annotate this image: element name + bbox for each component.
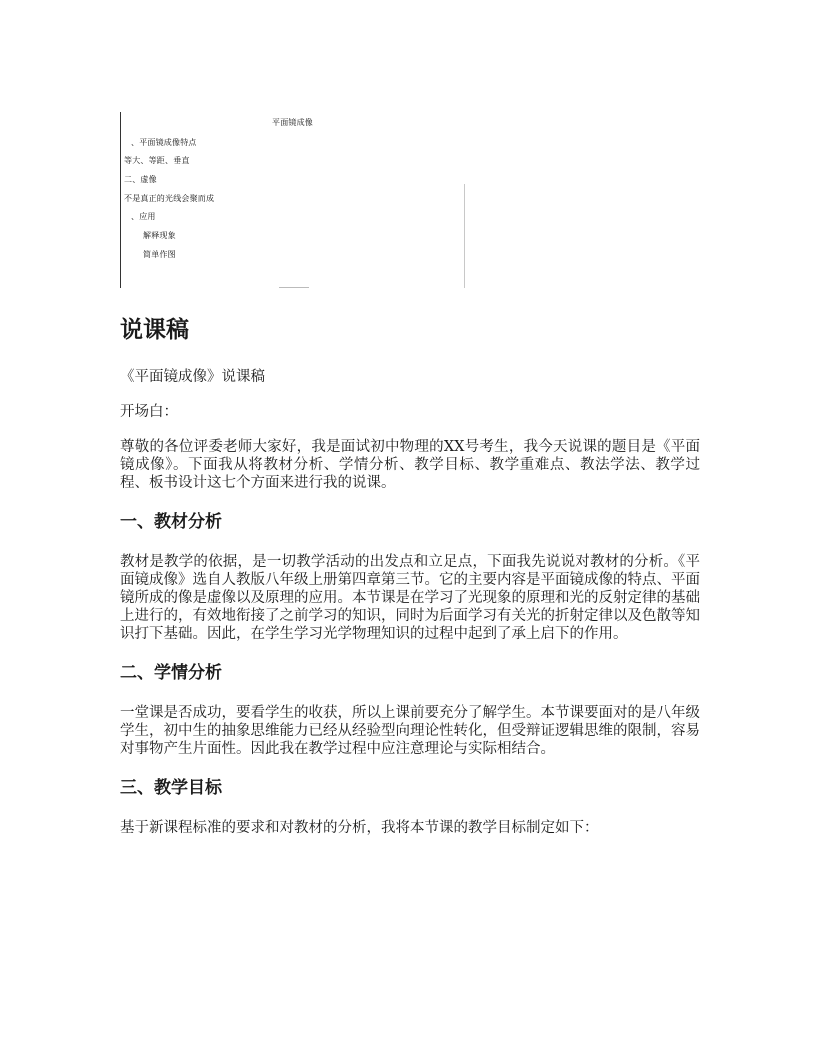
board-line: 、平面镜成像特点 (131, 138, 197, 147)
section-heading-textbook-analysis: 一、教材分析 (120, 512, 222, 532)
section-heading-student-analysis: 二、学情分析 (120, 663, 222, 683)
board-title: 平面镜成像 (272, 118, 313, 127)
board-line: 二、虚像 (124, 175, 157, 184)
board-bottom-mark (279, 287, 309, 288)
document-body (120, 310, 700, 854)
board-line: 、应用 (131, 212, 156, 221)
board-right-border (464, 184, 465, 288)
board-line: 解释现象 (143, 231, 176, 240)
section-paragraph: 一堂课是否成功，要看学生的收获，所以上课前要充分了解学生。本节课要面对的是八年级学生，初中生的抽象思维能力已经从经验型向理论性转化，但受辩证逻辑思维的限制，容易对事物产生片面性。因此我在教学过程中应注意理论与实际相结合。 (120, 705, 700, 757)
board-line: 简单作图 (143, 250, 176, 259)
document-subtitle: 《平面镜成像》说课稿 (120, 369, 265, 385)
section-heading-teaching-objectives: 三、教学目标 (120, 778, 222, 798)
board-line: 不是真正的光线会聚而成 (124, 194, 215, 203)
opening-label: 开场白： (120, 404, 178, 420)
board-design-image (119, 112, 469, 290)
opening-paragraph: 尊敬的各位评委老师大家好，我是面试初中物理的XX号考生，我今天说课的题目是《平面镜成像》。下面我从将教材分析、学情分析、教学目标、教学重难点、教法学法、教学过程、板书设计这七个方面来进行我的说课。 (120, 439, 700, 491)
document-title: 说课稿 (120, 317, 189, 343)
section-paragraph: 基于新课程标准的要求和对教材的分析，我将本节课的教学目标制定如下： (120, 820, 599, 836)
board-left-border (120, 112, 121, 288)
section-paragraph: 教材是教学的依据，是一切教学活动的出发点和立足点，下面我先说说对教材的分析。《平面镜成像》选自人教版八年级上册第四章第三节。它的主要内容是平面镜成像的特点、平面镜所成的像是虚像以及原理的应用。本节课是在学习了光现象的原理和光的反射定律的基础上进行的，有效地衔接了之前学习的知识，同时为后面学习有关光的折射定律以及色散等知识打下基础。因此，在学生学习光学物理知识的过程中起到了承上启下的作用。 (120, 554, 700, 642)
board-line: 等大、等距、垂直 (124, 156, 190, 165)
